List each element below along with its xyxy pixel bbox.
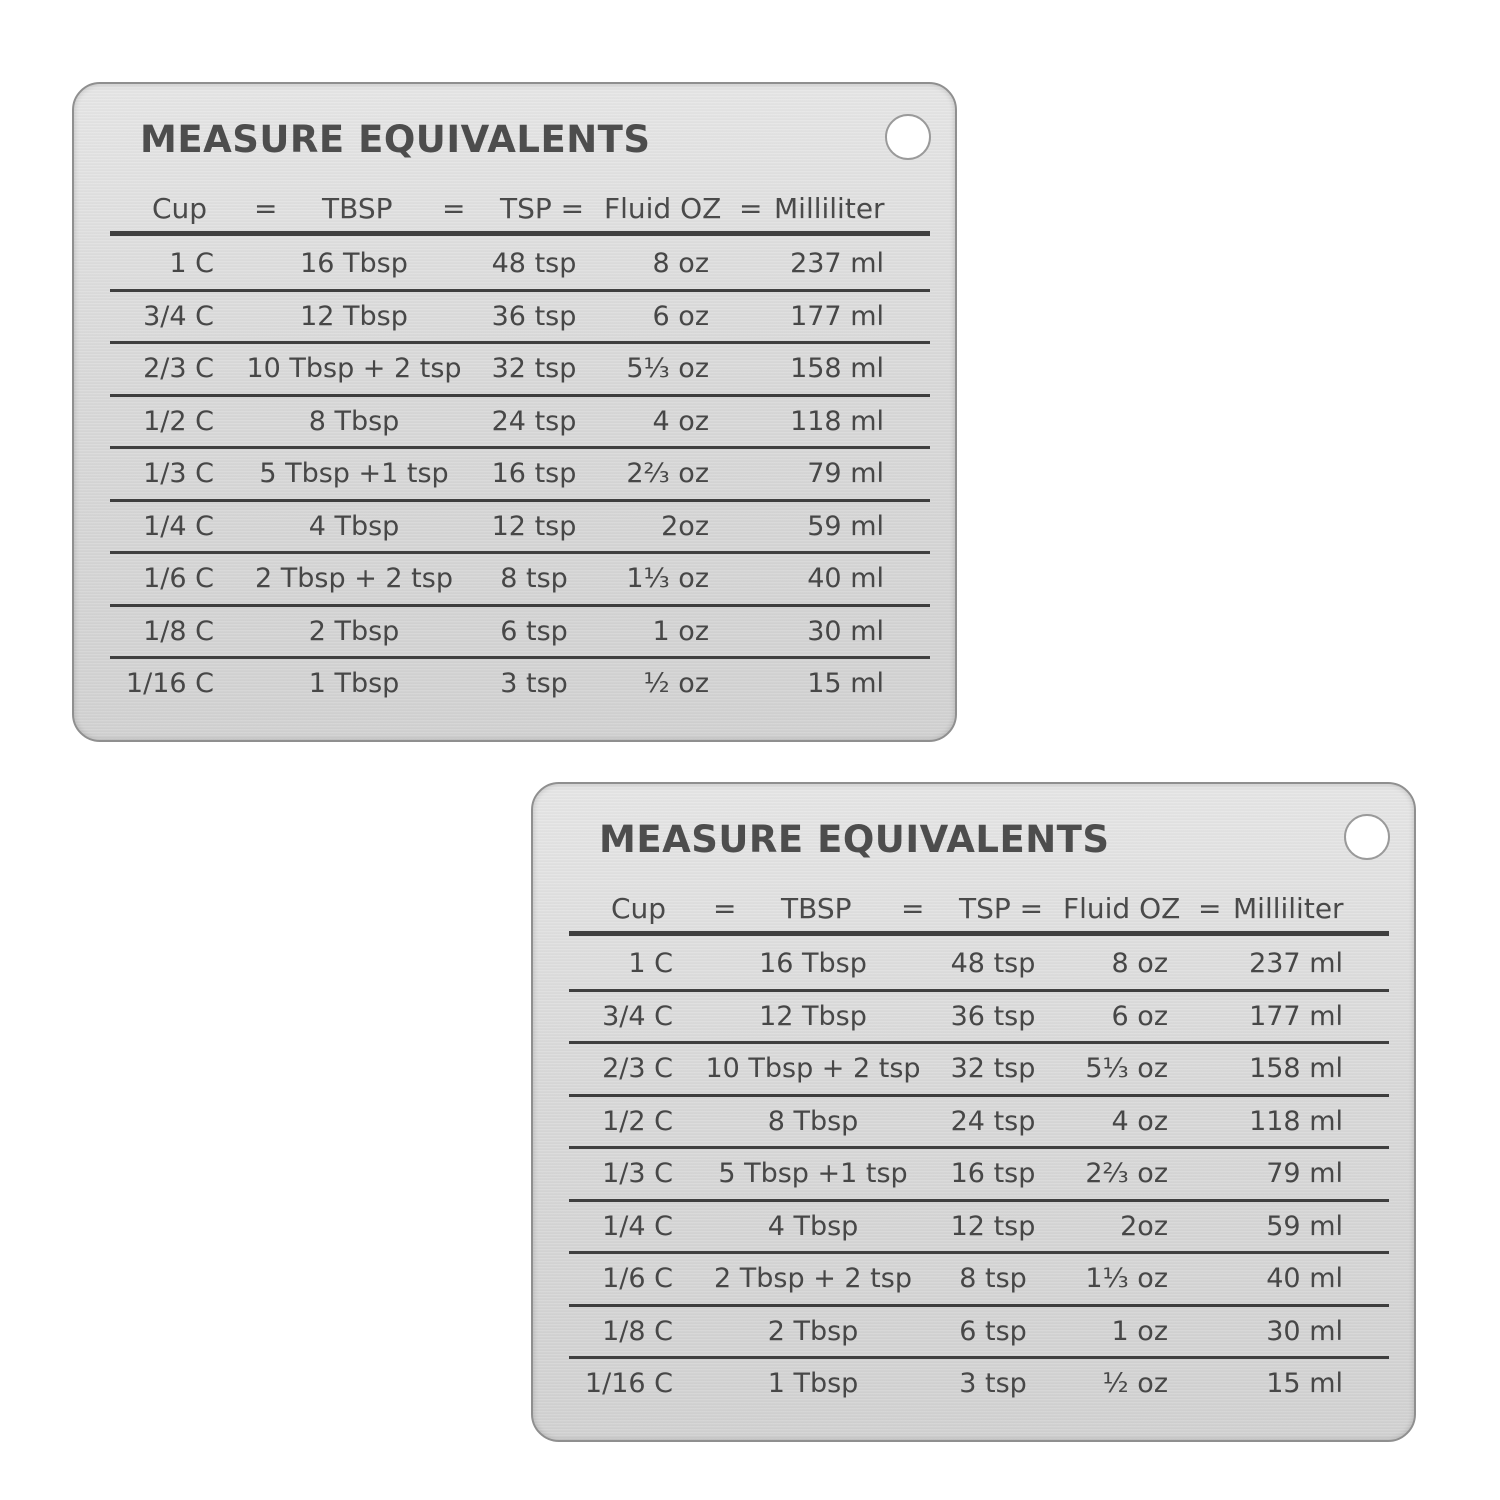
cell-ml: 237 ml [790, 248, 884, 279]
table-row [74, 606, 955, 658]
cell-tbsp: 16 Tbsp [759, 948, 867, 979]
cell-cup: 1 C [628, 948, 673, 979]
header-fluid-oz: Fluid OZ [604, 192, 722, 225]
cell-cup: 3/4 C [602, 1000, 673, 1032]
cell-tbsp: 5 Tbsp +1 tsp [259, 458, 449, 489]
conversion-plate-bottom [531, 782, 1416, 1442]
cell-oz: 2oz [1120, 1210, 1168, 1242]
cell-tsp: 48 tsp [491, 248, 577, 279]
cell-cup: 3/4 C [143, 300, 214, 332]
cell-ml: 59 ml [807, 510, 884, 542]
header-cup: Cup [152, 192, 208, 225]
header-equals: = [254, 192, 278, 225]
header-milliliter: Milliliter [1233, 892, 1344, 925]
cell-cup: 1/16 C [125, 668, 214, 699]
cell-oz: 6 oz [652, 300, 709, 332]
table-row [533, 1096, 1414, 1148]
header-tsp: TSP = [959, 892, 1044, 925]
table-row [533, 1148, 1414, 1200]
cell-cup: 1/3 C [143, 458, 214, 489]
cell-tsp: 16 tsp [491, 458, 577, 489]
header-equals: = [1198, 892, 1222, 925]
cell-tsp: 24 tsp [950, 1105, 1036, 1137]
table-row [74, 553, 955, 605]
cell-tbsp: 1 Tbsp [308, 668, 400, 699]
table-row [533, 991, 1414, 1043]
cell-cup: 1/4 C [602, 1210, 673, 1242]
cell-ml: 79 ml [1266, 1158, 1343, 1189]
cell-tbsp: 5 Tbsp +1 tsp [718, 1158, 908, 1189]
cell-oz: 4 oz [652, 405, 709, 437]
header-equals: = [442, 192, 466, 225]
cell-oz: ½ oz [1102, 1368, 1168, 1399]
cell-tsp: 48 tsp [950, 948, 1036, 979]
cell-oz: 8 oz [652, 248, 709, 279]
cell-cup: 1/8 C [143, 615, 214, 647]
cell-oz: 2oz [661, 510, 709, 542]
cell-ml: 40 ml [807, 563, 884, 594]
conversion-plate-top [72, 82, 957, 742]
table-row [533, 1253, 1414, 1305]
cell-ml: 237 ml [1249, 948, 1343, 979]
cell-tsp: 6 tsp [959, 1315, 1027, 1347]
cell-cup: 1/6 C [602, 1263, 673, 1294]
header-fluid-oz: Fluid OZ [1063, 892, 1181, 925]
cell-oz: 2⅔ oz [1085, 1158, 1168, 1189]
header-equals: = [901, 892, 925, 925]
cell-tsp: 12 tsp [491, 510, 577, 542]
header-divider [569, 931, 1389, 936]
table-row [74, 343, 955, 395]
cell-oz: 1⅓ oz [626, 563, 709, 594]
table-row [533, 1043, 1414, 1095]
cell-ml: 30 ml [1266, 1315, 1343, 1347]
table-row [533, 1201, 1414, 1253]
table-row [74, 396, 955, 448]
cell-ml: 177 ml [790, 300, 884, 332]
header-milliliter: Milliliter [774, 192, 885, 225]
table-row [74, 238, 955, 290]
cell-tbsp: 2 Tbsp + 2 tsp [255, 563, 453, 594]
cell-tsp: 12 tsp [950, 1210, 1036, 1242]
cell-tsp: 8 tsp [500, 563, 568, 594]
cell-tbsp: 10 Tbsp + 2 tsp [705, 1053, 921, 1084]
cell-cup: 2/3 C [602, 1053, 673, 1084]
cell-oz: 4 oz [1111, 1105, 1168, 1137]
cell-tsp: 36 tsp [950, 1000, 1036, 1032]
cell-ml: 40 ml [1266, 1263, 1343, 1294]
table-row [74, 448, 955, 500]
table-row [74, 658, 955, 710]
cell-oz: 8 oz [1111, 948, 1168, 979]
cell-ml: 15 ml [1266, 1368, 1343, 1399]
cell-cup: 1/2 C [143, 405, 214, 437]
header-tbsp: TBSP [322, 192, 393, 225]
cell-tbsp: 8 Tbsp [308, 405, 400, 437]
header-equals: = [739, 192, 763, 225]
cell-ml: 15 ml [807, 668, 884, 699]
header-tsp: TSP = [500, 192, 585, 225]
cell-ml: 158 ml [790, 353, 884, 384]
cell-cup: 1/3 C [602, 1158, 673, 1189]
table-row [74, 501, 955, 553]
cell-oz: 1⅓ oz [1085, 1263, 1168, 1294]
header-cup: Cup [611, 892, 667, 925]
cell-ml: 118 ml [790, 405, 884, 437]
plate-title: MEASURE EQUIVALENTS [140, 118, 651, 161]
cell-ml: 30 ml [807, 615, 884, 647]
cell-oz: 2⅔ oz [626, 458, 709, 489]
cell-tsp: 8 tsp [959, 1263, 1027, 1294]
cell-cup: 1/4 C [143, 510, 214, 542]
hanging-hole [885, 114, 931, 160]
cell-oz: 1 oz [652, 615, 709, 647]
cell-tbsp: 2 Tbsp [767, 1315, 859, 1347]
cell-tbsp: 2 Tbsp [308, 615, 400, 647]
cell-tsp: 16 tsp [950, 1158, 1036, 1189]
cell-oz: ½ oz [643, 668, 709, 699]
cell-tsp: 32 tsp [950, 1053, 1036, 1084]
cell-cup: 1/8 C [602, 1315, 673, 1347]
table-row [533, 938, 1414, 990]
cell-tsp: 3 tsp [959, 1368, 1027, 1399]
cell-tbsp: 10 Tbsp + 2 tsp [246, 353, 462, 384]
cell-oz: 5⅓ oz [1085, 1053, 1168, 1084]
header-divider [110, 231, 930, 236]
cell-tbsp: 4 Tbsp [308, 510, 400, 542]
hanging-hole [1344, 814, 1390, 860]
cell-cup: 2/3 C [143, 353, 214, 384]
cell-tbsp: 1 Tbsp [767, 1368, 859, 1399]
cell-tsp: 6 tsp [500, 615, 568, 647]
cell-ml: 177 ml [1249, 1000, 1343, 1032]
plate-title: MEASURE EQUIVALENTS [599, 818, 1110, 861]
table-row [74, 291, 955, 343]
cell-tbsp: 12 Tbsp [759, 1000, 867, 1032]
header-tbsp: TBSP [781, 892, 852, 925]
cell-tsp: 36 tsp [491, 300, 577, 332]
cell-cup: 1/2 C [602, 1105, 673, 1137]
cell-tbsp: 8 Tbsp [767, 1105, 859, 1137]
cell-tsp: 3 tsp [500, 668, 568, 699]
cell-tsp: 24 tsp [491, 405, 577, 437]
cell-tbsp: 4 Tbsp [767, 1210, 859, 1242]
cell-ml: 59 ml [1266, 1210, 1343, 1242]
cell-tbsp: 12 Tbsp [300, 300, 408, 332]
cell-tbsp: 2 Tbsp + 2 tsp [714, 1263, 912, 1294]
cell-oz: 6 oz [1111, 1000, 1168, 1032]
cell-oz: 5⅓ oz [626, 353, 709, 384]
cell-ml: 79 ml [807, 458, 884, 489]
cell-cup: 1/16 C [584, 1368, 673, 1399]
header-equals: = [713, 892, 737, 925]
table-row [533, 1306, 1414, 1358]
cell-oz: 1 oz [1111, 1315, 1168, 1347]
cell-ml: 158 ml [1249, 1053, 1343, 1084]
cell-ml: 118 ml [1249, 1105, 1343, 1137]
cell-tbsp: 16 Tbsp [300, 248, 408, 279]
cell-tsp: 32 tsp [491, 353, 577, 384]
table-row [533, 1358, 1414, 1410]
cell-cup: 1/6 C [143, 563, 214, 594]
cell-cup: 1 C [169, 248, 214, 279]
